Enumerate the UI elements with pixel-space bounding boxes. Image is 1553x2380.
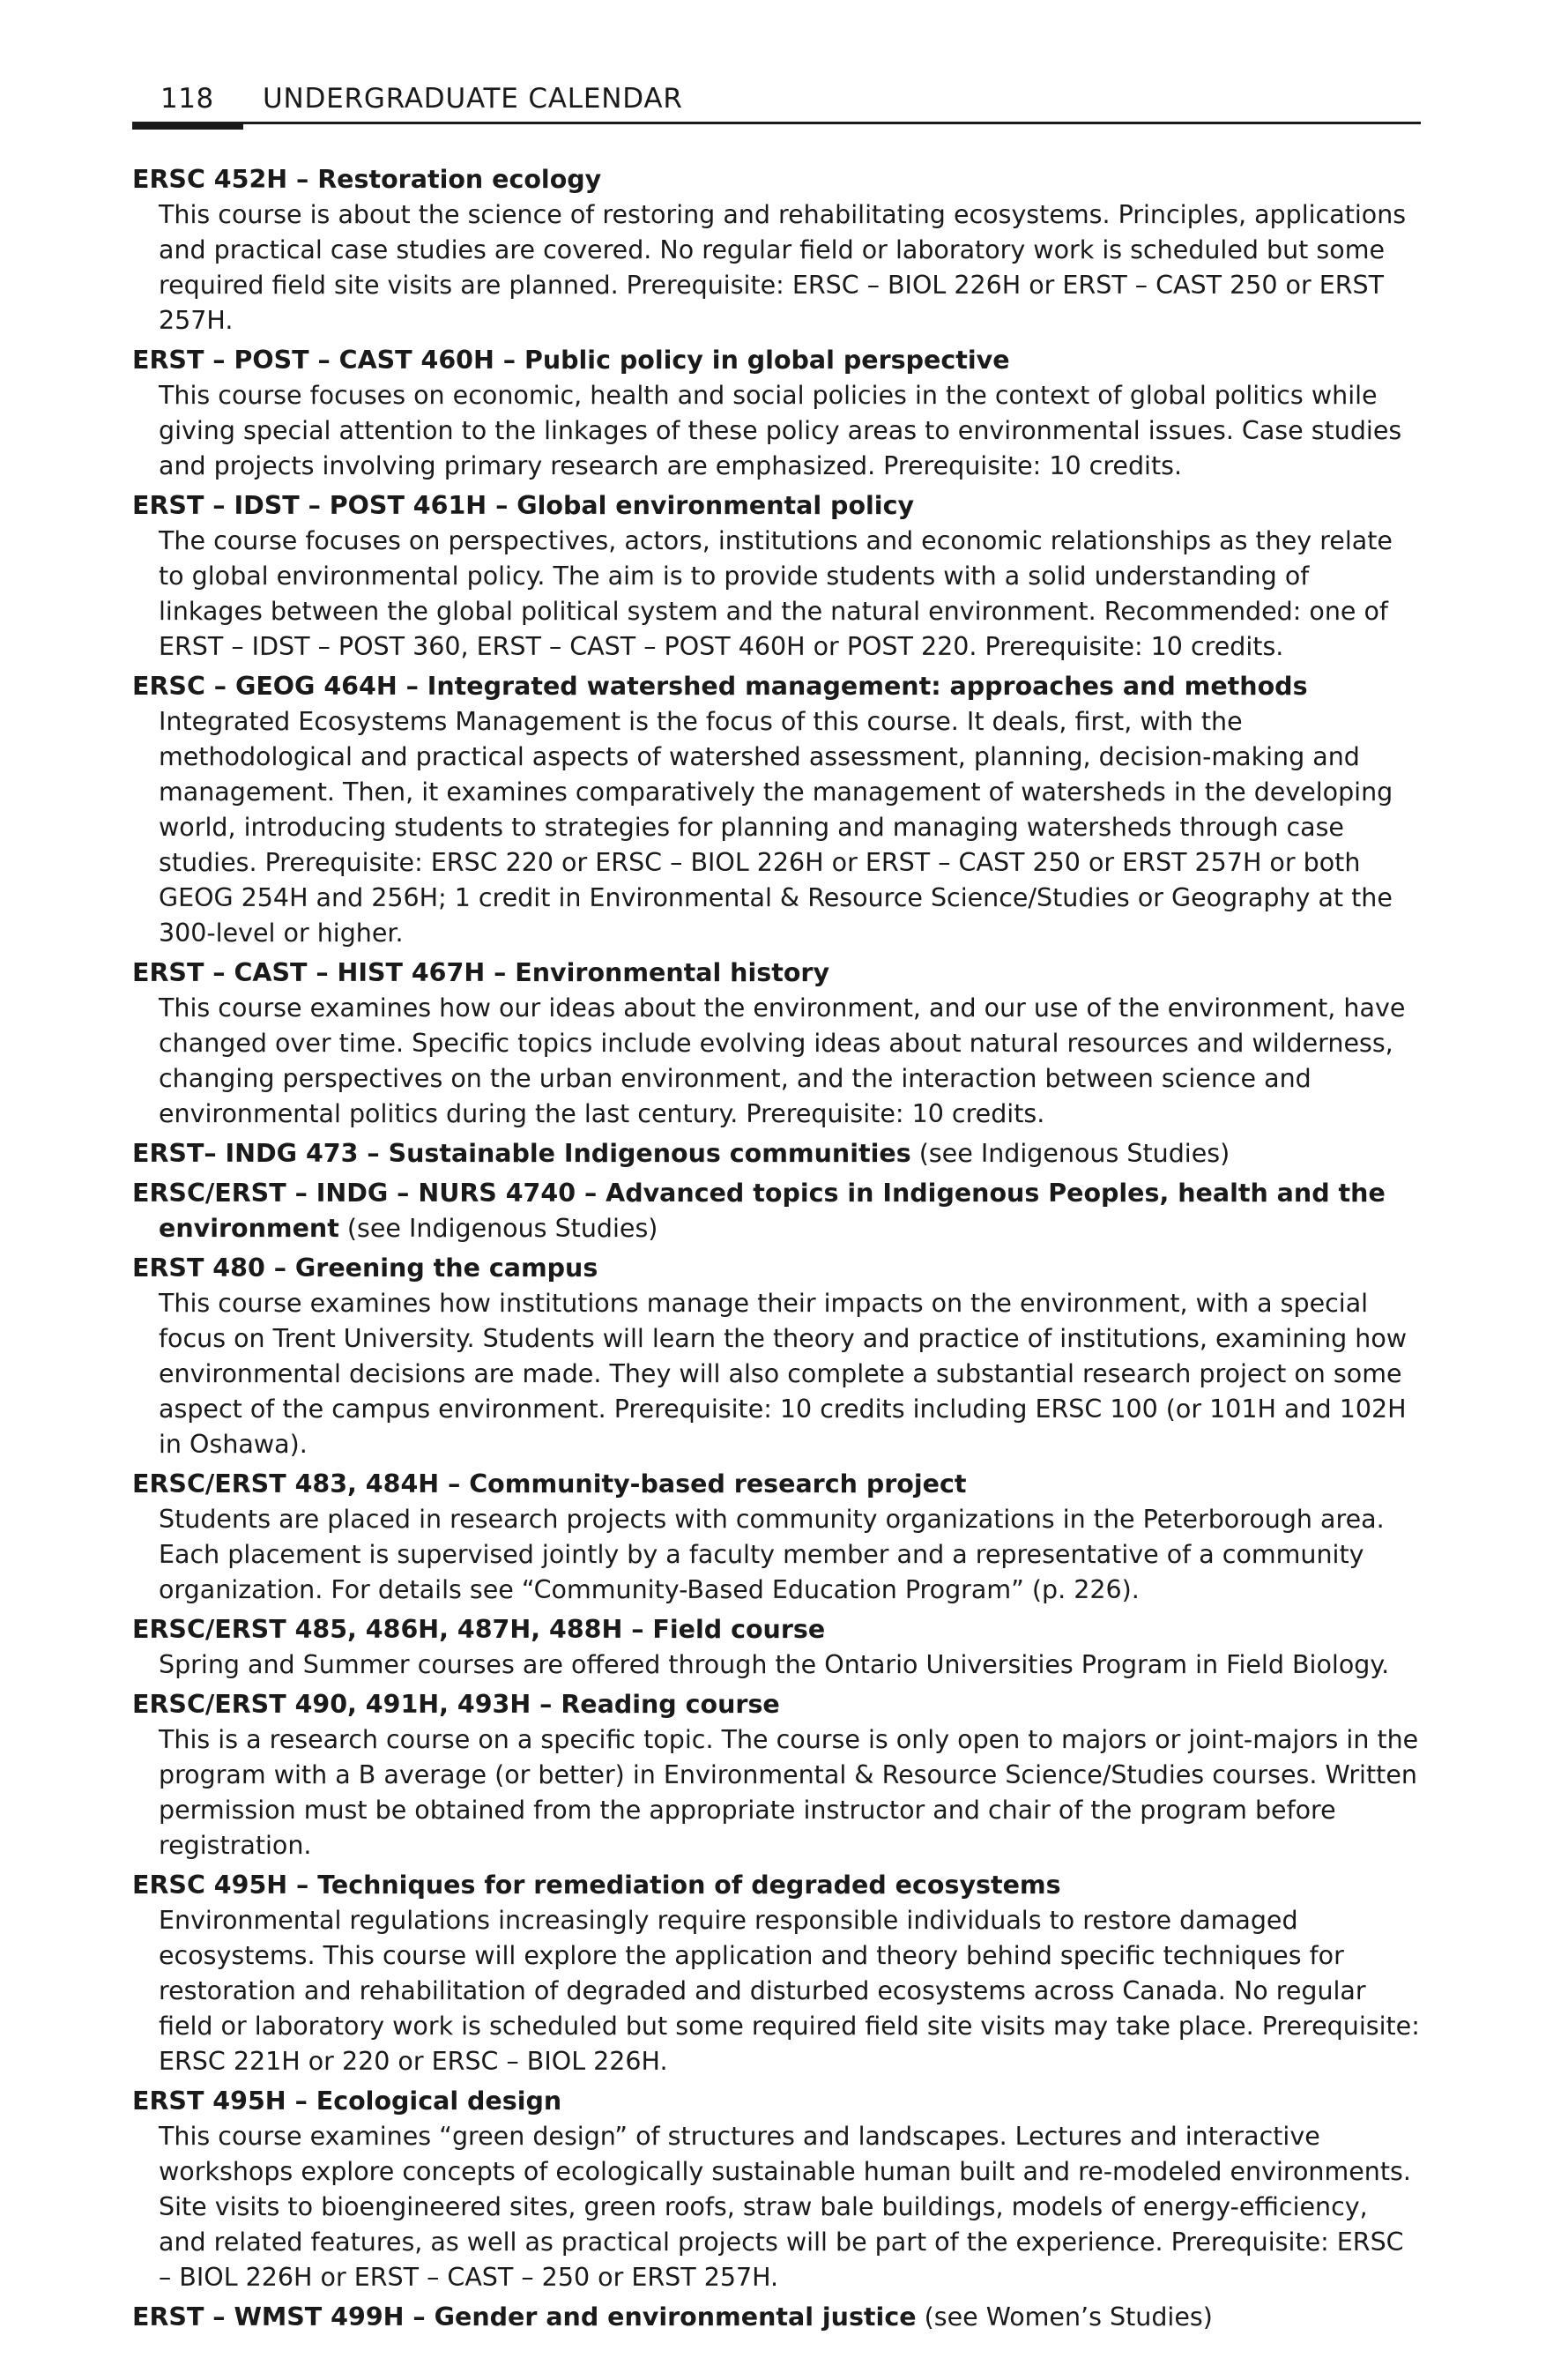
- course-title: ERSC 452H – Restoration ecology: [132, 165, 602, 194]
- header-rule-tab: [132, 122, 243, 130]
- course-entry: [132, 1687, 1421, 1863]
- course-entry: [132, 956, 1421, 1132]
- course-title: ERST – WMST 499H – Gender and environmental justice (see Women’s Studies): [132, 2302, 1213, 2332]
- course-description: This course is about the science of restoring and rehabilitating ecosystems. Principles, applications and practical case studies are covered. No regular field or laboratory work is scheduled but some required field site visits are planned. Prerequisite: ERSC – BIOL 226H or ERST – CAST 250 or ERST 257H.: [159, 200, 1407, 335]
- course-entry: [132, 669, 1421, 951]
- course-entry: [132, 1176, 1421, 1246]
- course-entry: [132, 1868, 1421, 2079]
- course-title: ERST 480 – Greening the campus: [132, 1253, 598, 1283]
- course-title: ERST– INDG 473 – Sustainable Indigenous communities (see Indigenous Studies): [132, 1139, 1230, 1168]
- course-title: ERSC – GEOG 464H – Integrated watershed management: approaches and methods: [132, 672, 1308, 701]
- course-title: ERST – IDST – POST 461H – Global environmental policy: [132, 491, 915, 520]
- course-description: This course examines “green design” of structures and landscapes. Lectures and interactive workshops explore concepts of ecologically sustainable human built and re-modeled environments. Site visits to bioengineered sites, green roofs, straw bale buildings, models of energy-efficiency, and related features, as well as practical projects will be part of the experience. Prerequisite: ERSC – BIOL 226H or ERST – CAST – 250 or ERST 257H.: [159, 2122, 1411, 2292]
- course-title: ERSC/ERST 485, 486H, 487H, 488H – Field course: [132, 1615, 826, 1644]
- course-title: ERST 495H – Ecological design: [132, 2086, 562, 2116]
- course-description: Students are placed in research projects with community organizations in the Peterborough area. Each placement is supervised jointly by a faculty member and a representative of a community organization. For details see “Community-Based Education Program” (p. 226).: [159, 1505, 1385, 1604]
- course-entry: [132, 1612, 1421, 1683]
- course-entry: [132, 1251, 1421, 1462]
- course-description: Environmental regulations increasingly require responsible individuals to restore damaged ecosystems. This course will explore the application and theory behind specific techniques for restoration and rehabilitation of degraded and disturbed ecosystems across Canada. No regular field or laboratory work is scheduled but some required field site visits may take place. Prerequisite: ERSC 221H or 220 or ERSC – BIOL 226H.: [159, 1906, 1420, 2076]
- course-list: [132, 162, 1421, 2339]
- course-entry: [132, 1467, 1421, 1608]
- course-description: This course examines how institutions manage their impacts on the environment, with a special focus on Trent University. Students will learn the theory and practice of institutions, examining how environmental decisions are made. They will also complete a substantial research project on some aspect of the campus environment. Prerequisite: 10 credits including ERSC 100 (or 101H and 102H in Oshawa).: [159, 1289, 1408, 1459]
- cross-reference-note: (see Indigenous Studies): [346, 1214, 658, 1243]
- course-title: ERSC/ERST 483, 484H – Community-based research project: [132, 1469, 967, 1499]
- calendar-page: [132, 81, 1421, 2332]
- course-entry: [132, 1136, 1421, 1171]
- course-title: ERSC/ERST 490, 491H, 493H – Reading course: [132, 1690, 780, 1719]
- header-rule: [132, 122, 1421, 124]
- page-number: 118: [160, 83, 214, 115]
- page-header: [132, 81, 1421, 125]
- cross-reference-note: (see Women’s Studies): [924, 2302, 1213, 2332]
- course-title: ERST – POST – CAST 460H – Public policy in global perspective: [132, 346, 1010, 375]
- course-title: ERSC 495H – Techniques for remediation of degraded ecosystems: [132, 1871, 1061, 1900]
- course-entry: [132, 162, 1421, 338]
- course-description: Spring and Summer courses are offered through the Ontario Universities Program in Field Biology.: [159, 1650, 1390, 1679]
- cross-reference-note: (see Indigenous Studies): [918, 1139, 1230, 1168]
- course-description: The course focuses on perspectives, actors, institutions and economic relationships as they relate to global environmental policy. The aim is to provide students with a solid understanding of linkages between the global political system and the natural environment. Recommended: one of ERST – IDST – POST 360, ERST – CAST – POST 460H or POST 220. Prerequisite: 10 credits.: [159, 526, 1393, 661]
- course-description: This course examines how our ideas about the environment, and our use of the environment, have changed over time. Specific topics include evolving ideas about natural resources and wilderness, changing perspectives on the urban environment, and the interaction between science and environmental politics during the last century. Prerequisite: 10 credits.: [159, 993, 1406, 1128]
- course-description: Integrated Ecosystems Management is the focus of this course. It deals, first, with the methodological and practical aspects of watershed assessment, planning, decision-making and management. Then, it examines comparatively the management of watersheds in the developing world, introducing students to strategies for planning and managing watersheds through case studies. Prerequisite: ERSC 220 or ERSC – BIOL 226H or ERST – CAST 250 or ERST 257H or both GEOG 254H and 256H; 1 credit in Environmental & Resource Science/Studies or Geography at the 300-level or higher.: [159, 707, 1393, 948]
- course-entry: [132, 2084, 1421, 2295]
- course-title: ERST – CAST – HIST 467H – Environmental history: [132, 958, 830, 987]
- course-entry: [132, 343, 1421, 484]
- course-description: This is a research course on a specific topic. The course is only open to majors or joint-majors in the program with a B average (or better) in Environmental & Resource Science/Studies courses. Written permission must be obtained from the appropriate instructor and chair of the program before registration.: [159, 1725, 1419, 1860]
- running-head: UNDERGRADUATE CALENDAR: [263, 83, 683, 115]
- course-title: ERSC/ERST – INDG – NURS 4740 – Advanced topics in Indigenous Peoples, health and the environment (see Indigenous Studies): [132, 1179, 1386, 1243]
- course-description: This course focuses on economic, health and social policies in the context of global politics while giving special attention to the linkages of these policy areas to environmental issues. Case studies and projects involving primary research are emphasized. Prerequisite: 10 credits.: [159, 381, 1402, 480]
- course-entry: [132, 2300, 1421, 2335]
- course-entry: [132, 488, 1421, 665]
